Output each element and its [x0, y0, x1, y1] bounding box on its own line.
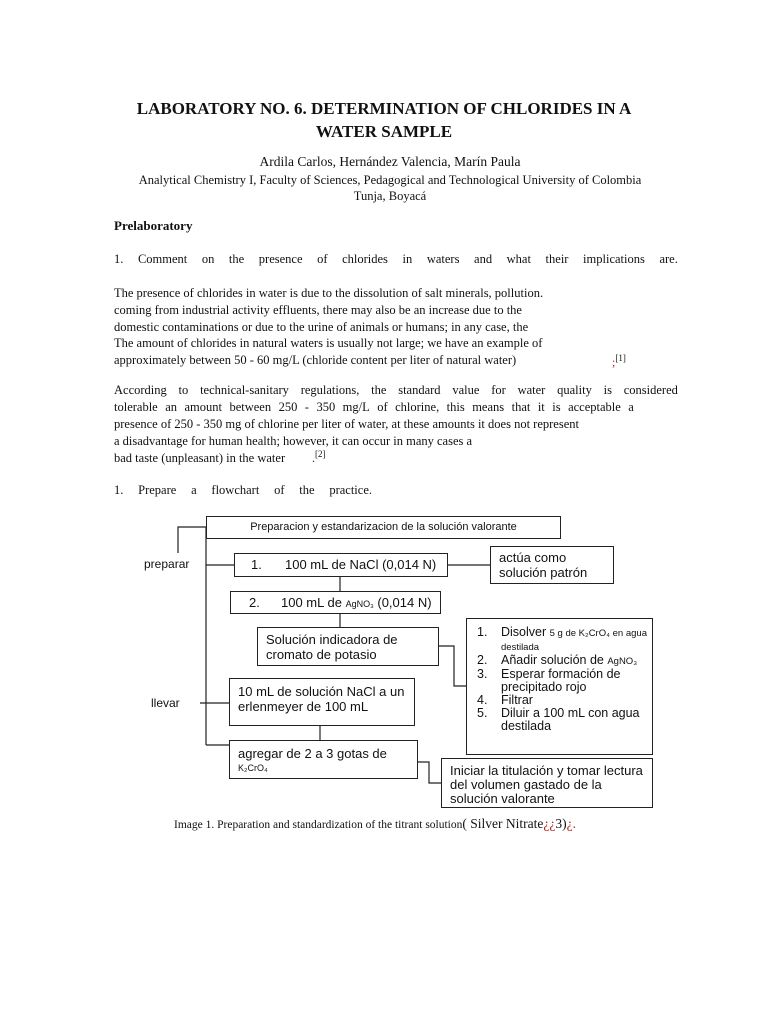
box-indicator-steps	[466, 618, 653, 755]
question-word: chlorides	[342, 252, 388, 266]
box-preparation-title: Preparacion y estandarizacion de la solución valorante	[206, 516, 561, 539]
paragraph-line: presence of 250 - 350 mg of chlorine per liter of water, at these amounts it does not represent	[114, 417, 579, 431]
box-gotas-text: agregar de 2 a 3 gotas de	[238, 746, 387, 761]
paragraph-word: is	[603, 383, 612, 397]
paragraph-line: approximately between 50 - 60 mg/L (chloride content per liter of natural water)	[114, 353, 517, 368]
question-word: a	[191, 483, 197, 497]
step-text: Añadir solución de	[501, 653, 608, 667]
paragraph-word: is	[552, 400, 561, 414]
label-preparar: preparar	[144, 557, 190, 571]
question-word: on	[201, 252, 215, 266]
paragraph-word: mg/L	[342, 400, 370, 414]
reference-2	[312, 446, 326, 467]
step-number: 5.	[477, 706, 488, 720]
paragraph-2	[114, 416, 579, 466]
indicator-step	[471, 707, 648, 733]
paragraph-line: coming from industrial activity effluents, there may also be an increase due to the	[114, 302, 522, 317]
formula-agno3: AgNO₃	[345, 599, 374, 609]
paragraph-word: this	[446, 400, 465, 414]
reference-1	[612, 350, 626, 371]
step-number: 2.	[249, 595, 260, 610]
step-number: 2.	[477, 653, 488, 667]
paragraph-word: between	[229, 400, 272, 414]
paragraph-word: value	[452, 383, 480, 397]
step-number: 3.	[477, 667, 488, 681]
question-word: practice.	[329, 483, 372, 497]
step-text: Diluir a 100 mL con agua destilada	[501, 706, 640, 733]
step-text: Disolver	[501, 625, 550, 639]
question-word: implications	[583, 252, 645, 266]
indicator-step	[471, 626, 648, 654]
step-number: 4.	[477, 693, 488, 707]
paragraph-word: an	[165, 400, 178, 414]
caption-broken-char: ¿.	[566, 816, 576, 831]
box-patron: actúa como solución patrón	[490, 546, 614, 584]
question-2	[114, 483, 372, 498]
question-word: 1.	[114, 252, 124, 266]
paragraph-line: The presence of chlorides in water is due to the dissolution of salt minerals, pollution.	[114, 286, 544, 300]
paragraph-2-line-1	[114, 383, 678, 398]
citation-1: [1]	[615, 353, 626, 363]
paragraph-line: domestic contaminations or due to the urine of animals or humans; in any case, the	[114, 319, 529, 334]
box-agno3-conc: (0,014 N)	[373, 595, 432, 610]
paragraph-line: bad taste (unpleasant) in the water	[114, 450, 286, 465]
caption-silver-nitrate: ( Silver Nitrate	[462, 816, 544, 831]
document-title-line-1: LABORATORY NO. 6. DETERMINATION OF CHLORIDES IN A	[136, 99, 632, 118]
step-formula: AgNO₃	[607, 656, 638, 667]
question-word: Prepare	[138, 483, 177, 497]
question-word: what	[506, 252, 531, 266]
paragraph-word: means	[472, 400, 505, 414]
document-title-line-2: WATER SAMPLE	[315, 122, 453, 141]
step-formula: 5 g de K₂CrO₄ en agua destilada	[501, 628, 647, 653]
reference-mark: ;	[612, 355, 616, 370]
box-gotas	[229, 740, 418, 779]
steps-list	[471, 626, 648, 733]
paragraph-word: -	[304, 400, 309, 414]
paragraph-word: 250	[278, 400, 298, 414]
question-word: are.	[659, 252, 678, 266]
paragraph-word: considered	[623, 383, 678, 397]
authors: Ardila Carlos, Hernández Valencia, Marín Paula	[259, 154, 521, 169]
indicator-step	[471, 654, 648, 668]
caption-broken-char: ¿¿	[543, 816, 556, 831]
paragraph-word: technical-sanitary	[200, 383, 289, 397]
indicator-step	[471, 694, 648, 707]
indicator-step	[471, 668, 648, 694]
paragraph-word: According	[114, 383, 167, 397]
question-word: and	[474, 252, 493, 266]
step-number: 1.	[477, 625, 488, 639]
question-1	[114, 252, 678, 267]
paragraph-word: for	[491, 383, 506, 397]
paragraph-word: amount	[184, 400, 222, 414]
paragraph-word: a	[628, 400, 634, 414]
paragraph-line: a disadvantage for human health; however, it can occur in many cases a	[114, 433, 473, 448]
affiliation: Analytical Chemistry I, Faculty of Sciences, Pedagogical and Technological University of Colombia	[138, 173, 642, 187]
box-agno3	[230, 591, 441, 614]
section-heading: Prelaboratory	[114, 218, 193, 233]
formula-k2cro4: K₂CrO₄	[238, 763, 268, 773]
paragraph-word: the	[371, 383, 387, 397]
label-llevar: llevar	[151, 696, 180, 710]
question-word: the	[228, 252, 245, 266]
citation-2: [2]	[315, 449, 326, 459]
box-erlenmeyer: 10 mL de solución NaCl a un erlenmeyer de 100 mL	[229, 678, 415, 726]
caption-subscript: 3)	[555, 816, 567, 831]
question-word: 1.	[114, 483, 124, 497]
box-nacl	[234, 553, 448, 577]
step-text: Filtrar	[501, 693, 533, 707]
question-word: flowchart	[211, 483, 260, 497]
paragraph-word: tolerable	[114, 400, 158, 414]
paragraph-2-line-2	[114, 400, 634, 415]
paragraph-word: acceptable	[568, 400, 621, 414]
step-text: Esperar formación de precipitado rojo	[501, 667, 621, 694]
paragraph-line: The amount of chlorides in natural waters is usually not large; we have an example of	[114, 336, 543, 351]
paragraph-word: chlorine,	[395, 400, 440, 414]
box-indicador: Solución indicadora de cromato de potasio	[257, 627, 439, 666]
paragraph-word: quality	[557, 383, 592, 397]
question-word: presence	[258, 252, 303, 266]
box-titulacion: Iniciar la titulación y tomar lectura del volumen gastado de la solución valorante	[441, 758, 653, 808]
figure-caption	[174, 816, 576, 834]
question-word: waters	[426, 252, 460, 266]
box-nacl-text: 100 mL de NaCl (0,014 N)	[285, 557, 437, 572]
paragraph-1	[114, 285, 543, 369]
paragraph-word: of	[377, 400, 388, 414]
question-word: of	[274, 483, 285, 497]
question-word: their	[545, 252, 569, 266]
paragraph-word: to	[178, 383, 189, 397]
question-word: in	[402, 252, 413, 266]
question-word: of	[317, 252, 328, 266]
paragraph-word: standard	[398, 383, 441, 397]
paragraph-word: that	[511, 400, 531, 414]
caption-text: Image 1. Preparation and standardization of the titrant solution	[174, 819, 463, 831]
paragraph-word: it	[537, 400, 545, 414]
box-agno3-text: 100 mL de	[281, 595, 346, 610]
reference-mark: .	[312, 451, 315, 466]
paragraph-word: 350	[316, 400, 336, 414]
paragraph-word: water	[517, 383, 546, 397]
paragraph-word: regulations,	[300, 383, 360, 397]
question-word: Comment	[137, 252, 188, 266]
location: Tunja, Boyacá	[353, 189, 427, 203]
step-number: 1.	[251, 557, 262, 572]
question-word: the	[299, 483, 315, 497]
